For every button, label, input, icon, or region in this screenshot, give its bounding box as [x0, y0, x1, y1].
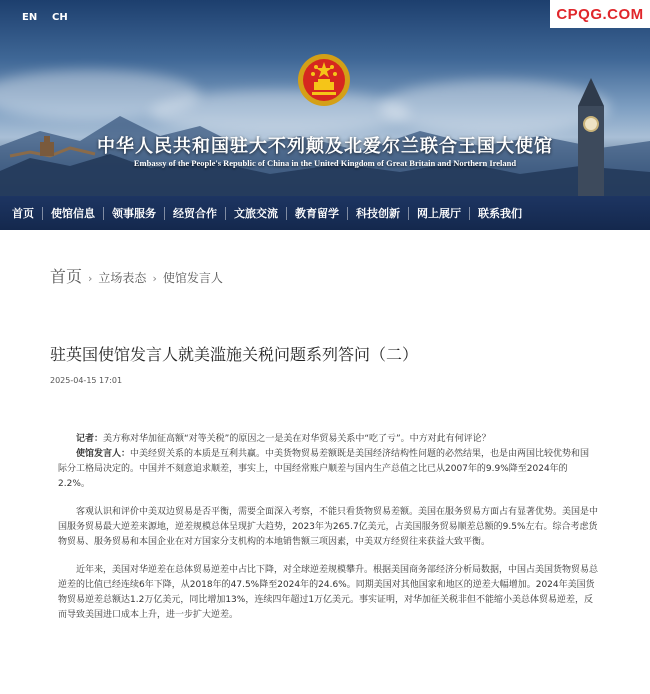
article-date: 2025-04-15 17:01 [50, 376, 123, 385]
body-paragraph: 近年来，美国对华逆差在总体贸易逆差中占比下降，对全球逆差规模攀升。根据美国商务部经济分析局数据，中国占美国货物贸易总逆差的比值已经连续6年下降，从2018年的47.5%降至2024年的24.6%。同期美国对其他国家和地区的逆差大幅增加。2024年美国货物贸易逆差总额达1.2万亿美元，同比增加13%，连续四年超过1万亿美元。事实证明，对华加征关税非但不能缩小美总体贸易逆差，反而导致美国进口成本上升，进一步扩大逆差。 [58, 565, 599, 620]
lang-ch-link[interactable]: CH [52, 12, 68, 23]
body-paragraph: 客观认识和评价中美双边贸易是否平衡，需要全面深入考察，不能只看货物贸易差额。美国在服务贸易方面占有显著优势。美国是中国服务贸易最大逆差来源地，逆差规模总体呈现扩大趋势，2023年为265.7亿美元，占美国服务贸易顺差总额的9.5%左右。综合考虑货物贸易、服务贸易和本国企业在对方国家分支机构的本地销售额三项因素，中美双方经贸往来获益大致平衡。 [58, 507, 599, 547]
lang-en-link[interactable]: EN [22, 12, 38, 23]
nav-item-economy-trade[interactable]: 经贸合作 [173, 207, 217, 220]
breadcrumb-home-link[interactable]: 首页 [50, 267, 83, 286]
nav-item-home[interactable]: 首页 [12, 207, 34, 220]
breadcrumb-item-position[interactable]: 立场表态 [98, 271, 147, 285]
nav-item-consular[interactable]: 领事服务 [112, 207, 156, 220]
answer-paragraph [58, 447, 598, 492]
header-banner [0, 0, 650, 196]
question-text: 美方称对华加征高额“对等关税”的原因之一是美在对华贸易关系中“吃了亏”。中方对此有何评论？ [103, 434, 491, 444]
breadcrumb-separator-icon: › [88, 272, 93, 285]
article-body [58, 432, 598, 636]
answer-text: 中美经贸关系的本质是互利共赢。中美货物贸易差额既是美国经济结构性问题的必然结果，也是由两国比较优势和国际分工格局决定的。中国并不刻意追求顺差，事实上，中国经常账户顺差与国内生产总值之比已从2007年的9.9%降至2024年的2.2%。 [58, 449, 590, 489]
embassy-title-en: Embassy of the People's Republic of China in the United Kingdom of Great Britain and Northern Ireland [133, 158, 517, 168]
breadcrumb-separator-icon: › [152, 272, 157, 285]
nav-item-online-exhibition[interactable]: 网上展厅 [417, 207, 461, 220]
breadcrumb [50, 264, 223, 287]
nav-item-culture-tourism[interactable]: 文旅交流 [234, 207, 278, 220]
answer-label: 使馆发言人： [76, 449, 131, 459]
embassy-title-cn: 中华人民共和国驻大不列颠及北爱尔兰联合王国大使馆 [97, 136, 553, 157]
national-emblem-icon [296, 52, 352, 108]
nav-item-education[interactable]: 教育留学 [295, 207, 339, 220]
nav-item-contact[interactable]: 联系我们 [478, 207, 522, 220]
article-title: 驻英国使馆发言人就美滥施关税问题系列答问（二） [50, 345, 419, 364]
nav-item-embassy-info[interactable]: 使馆信息 [51, 207, 95, 220]
question-label: 记者： [76, 434, 104, 444]
main-navigation [0, 196, 650, 230]
breadcrumb-item-spokesperson[interactable]: 使馆发言人 [162, 271, 223, 285]
watermark: CPQG.COM [550, 0, 650, 28]
question-paragraph [58, 432, 598, 447]
nav-item-science-tech[interactable]: 科技创新 [356, 207, 400, 220]
